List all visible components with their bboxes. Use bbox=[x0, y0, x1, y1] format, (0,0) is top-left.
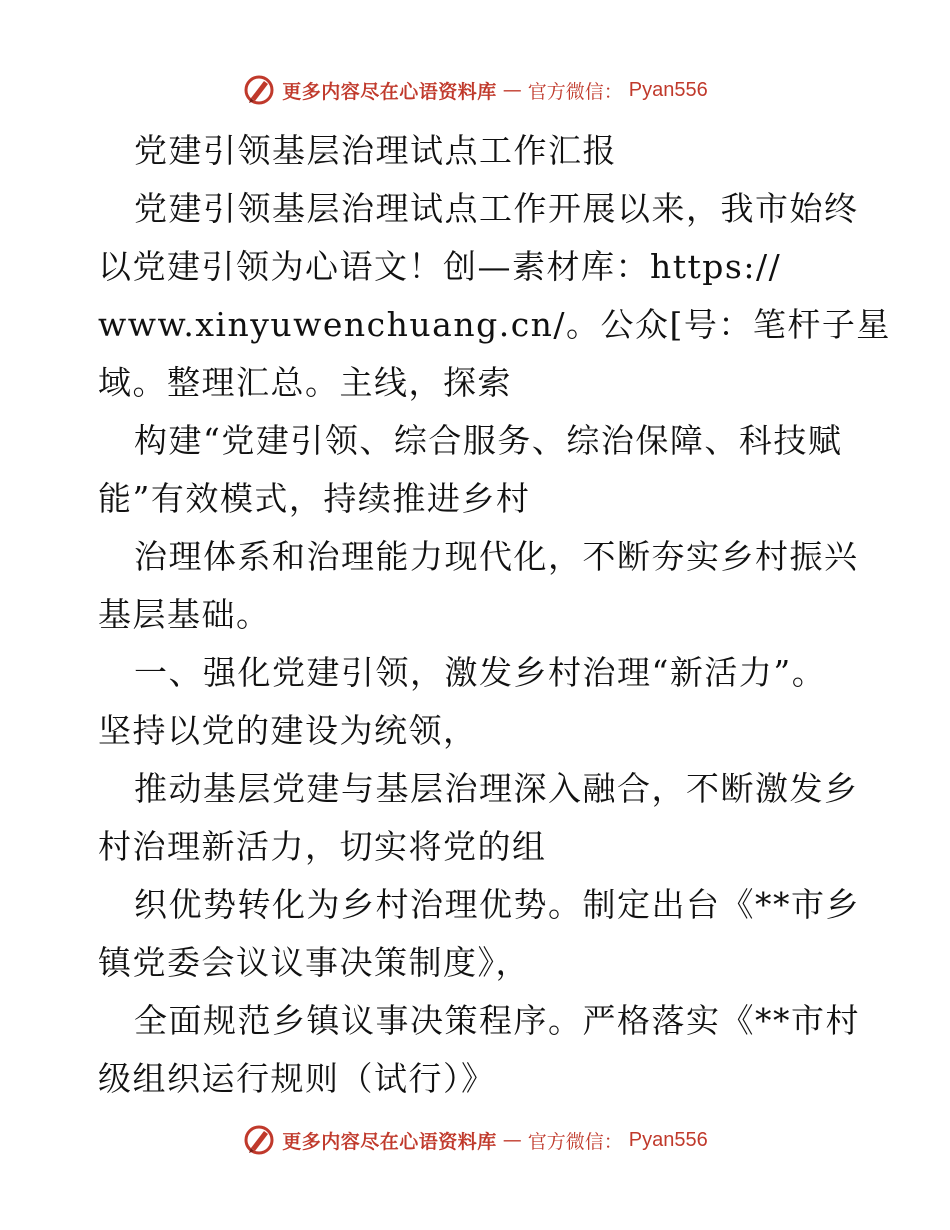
text-line: 治理体系和治理能力现代化，不断夯实乡村振兴 bbox=[134, 537, 859, 576]
pen-logo-icon bbox=[242, 1123, 276, 1157]
text-line: 以党建引领为心语文！创—素材库：https:// bbox=[98, 247, 782, 286]
text-line: 一、强化党建引领，激发乡村治理“新活力”。 bbox=[134, 653, 827, 692]
text-line: 村治理新活力，切实将党的组 bbox=[98, 827, 547, 866]
text-line: 推动基层党建与基层治理深入融合，不断激发乡 bbox=[134, 769, 859, 808]
text-line: 能”有效模式，持续推进乡村 bbox=[98, 479, 531, 518]
text-line: 党建引领基层治理试点工作开展以来，我市始终 bbox=[134, 189, 859, 228]
text-line: 全面规范乡镇议事决策程序。严格落实《**市村 bbox=[134, 1001, 860, 1040]
text-line: 级组织运行规则（试行）》 bbox=[98, 1059, 496, 1098]
document-body bbox=[98, 122, 891, 1108]
pen-logo-icon bbox=[242, 73, 276, 107]
banner-wechat-id: Pyan556 bbox=[628, 78, 708, 101]
footer-banner bbox=[0, 1120, 950, 1160]
banner-separator: — bbox=[502, 79, 522, 101]
document-title: 党建引领基层治理试点工作汇报 bbox=[134, 131, 617, 170]
banner-separator: — bbox=[502, 1129, 522, 1151]
text-line: 构建“党建引领、综合服务、综治保障、科技赋 bbox=[134, 421, 843, 460]
text-line: 织优势转化为乡村治理优势。制定出台《**市乡 bbox=[134, 885, 860, 924]
banner-main-text: 更多内容尽在心语资料库 bbox=[282, 1130, 497, 1153]
text-line: 基层基础。 bbox=[98, 595, 271, 634]
banner-wechat-label: 官方微信： bbox=[527, 80, 623, 103]
text-line: 镇党委会议议事决策制度》， bbox=[98, 943, 530, 982]
header-banner bbox=[0, 70, 950, 110]
banner-main-text: 更多内容尽在心语资料库 bbox=[282, 80, 497, 103]
banner-wechat-id: Pyan556 bbox=[628, 1128, 708, 1151]
text-line: 坚持以党的建设为统领， bbox=[98, 711, 478, 750]
text-line: www.xinyuwenchuang.cn/。公众[号：笔杆子星 bbox=[98, 305, 891, 344]
text-line: 域。整理汇总。主线，探索 bbox=[98, 363, 512, 402]
banner-wechat-label: 官方微信： bbox=[527, 1130, 623, 1153]
